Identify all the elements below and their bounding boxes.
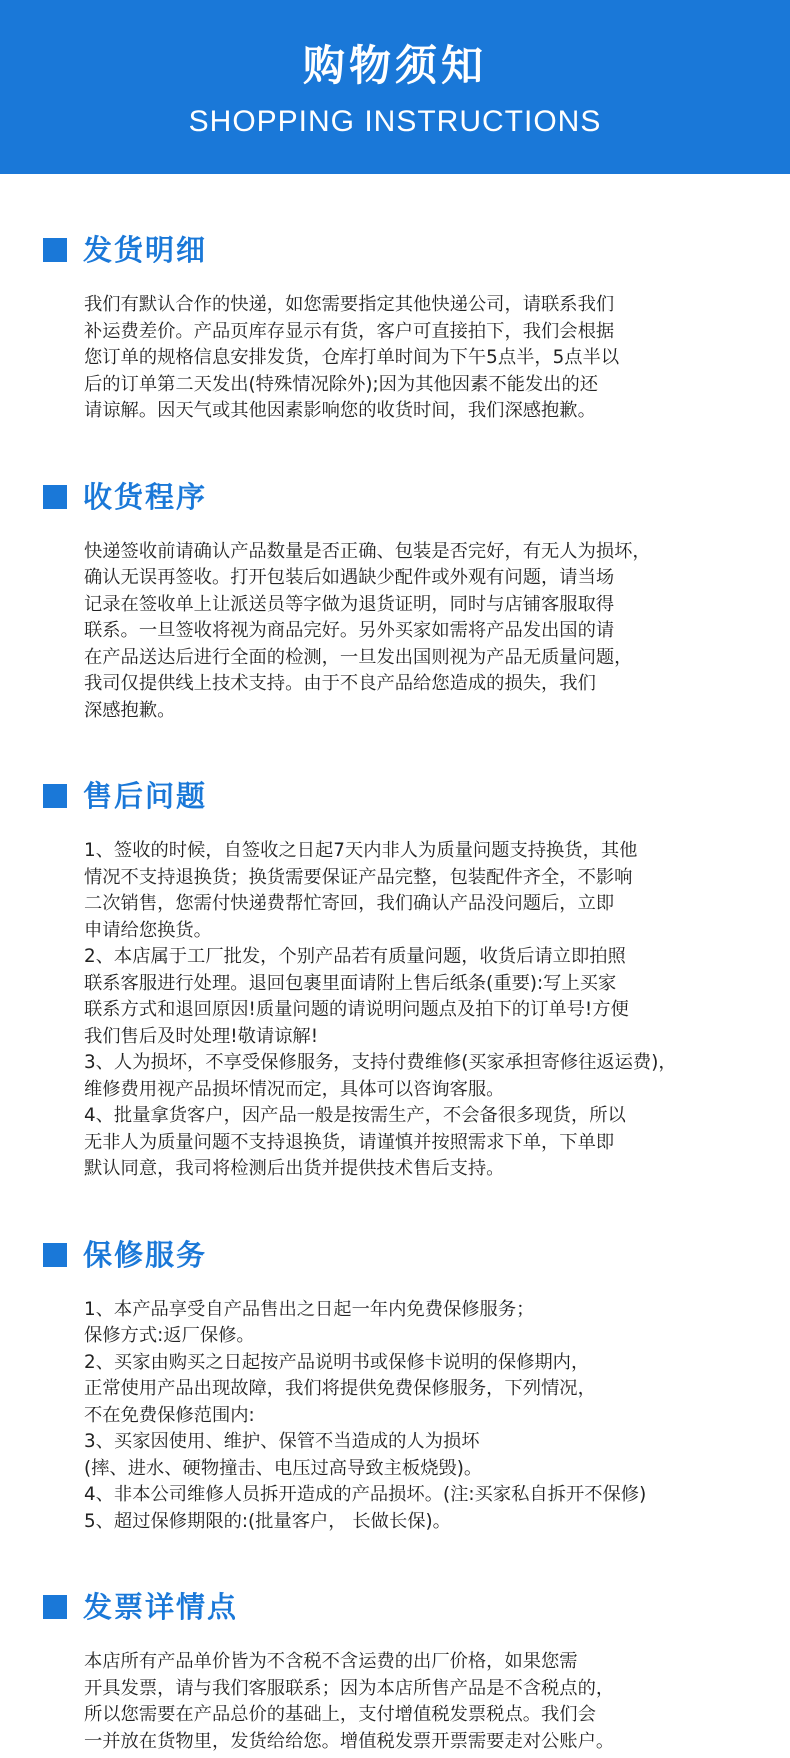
page-subtitle: SHOPPING INSTRUCTIONS bbox=[188, 105, 602, 138]
text-line: 维修费用视产品损坏情况而定，具体可以咨询客服。 bbox=[84, 1078, 505, 1100]
section-title: 保修服务 bbox=[83, 1237, 208, 1272]
square-bullet-icon bbox=[43, 1243, 67, 1267]
section-body bbox=[84, 292, 764, 425]
square-bullet-icon bbox=[43, 1595, 67, 1619]
text-line: 4、非本公司维修人员拆开造成的产品损坏。(注:买家私自拆开不保修) bbox=[84, 1484, 647, 1505]
text-line: 保修方式:返厂保修。 bbox=[84, 1325, 255, 1346]
text-line: 情况不支持退换货；换货需要保证产品完整，包装配件齐全，不影响 bbox=[84, 866, 633, 888]
section-title: 售后问题 bbox=[83, 779, 208, 813]
section-heading bbox=[43, 776, 790, 816]
section-title: 收货程序 bbox=[83, 479, 208, 514]
section-heading bbox=[43, 230, 790, 270]
text-line: 1、签收的时候，自签收之日起7天内非人为质量问题支持换货，其他 bbox=[84, 840, 638, 861]
text-line: (摔、进水、硬物撞击、电压过高导致主板烧毁)。 bbox=[84, 1457, 483, 1479]
text-line: 2、买家由购买之日起按产品说明书或保修卡说明的保修期内， bbox=[84, 1351, 590, 1373]
section-body bbox=[84, 838, 764, 1183]
text-line: 我司仅提供线上技术支持。由于不良产品给您造成的损失，我们 bbox=[84, 673, 596, 694]
text-line: 5、超过保修期限的:(批量客户， 长做长保)。 bbox=[84, 1510, 451, 1532]
page-header bbox=[0, 0, 790, 174]
square-bullet-icon bbox=[43, 784, 67, 808]
section-body bbox=[84, 539, 764, 725]
text-line: 申请给您换货。 bbox=[84, 919, 212, 941]
text-line: 二次销售，您需付快递费帮忙寄回，我们确认产品没问题后，立即 bbox=[84, 893, 615, 914]
section-title: 发货明细 bbox=[83, 233, 208, 267]
text-line: 记录在签收单上让派送员等字做为退货证明，同时与店铺客服取得 bbox=[84, 593, 615, 615]
text-line: 1、本产品享受自产品售出之日起一年内免费保修服务； bbox=[84, 1298, 535, 1320]
section-body bbox=[84, 1649, 764, 1755]
text-line: 本店所有产品单价皆为不含税不含运费的出厂价格，如果您需 bbox=[84, 1651, 578, 1672]
section-heading bbox=[43, 477, 790, 517]
text-line: 请谅解。因天气或其他因素影响您的收货时间，我们深感抱歉。 bbox=[84, 400, 596, 421]
text-line: 快递签收前请确认产品数量是否正确、包装是否完好，有无人为损坏， bbox=[84, 540, 651, 562]
section-invoice-details bbox=[0, 1587, 790, 1755]
section-warranty-service bbox=[0, 1235, 790, 1536]
text-line: 开具发票，请与我们客服联系；因为本店所售产品是不含税点的， bbox=[84, 1677, 615, 1699]
square-bullet-icon bbox=[43, 485, 67, 509]
text-line: 确认无误再签收。打开包装后如遇缺少配件或外观有问题，请当场 bbox=[84, 567, 615, 588]
text-line: 4、批量拿货客户，因产品一般是按需生产，不会备很多现货，所以 bbox=[84, 1105, 626, 1126]
text-line: 默认同意，我司将检测后出货并提供技术售后支持。 bbox=[84, 1158, 505, 1179]
text-line: 不在免费保修范围内: bbox=[84, 1404, 255, 1426]
text-line: 所以您需要在产品总价的基础上，支付增值税发票税点。我们会 bbox=[84, 1704, 596, 1725]
text-line: 您订单的规格信息安排发货，仓库打单时间为下午5点半，5点半以 bbox=[84, 347, 620, 368]
text-line: 我们售后及时处理!敬请谅解! bbox=[84, 1025, 319, 1047]
text-line: 后的订单第二天发出(特殊情况除外);因为其他因素不能发出的还 bbox=[84, 373, 599, 395]
section-body bbox=[84, 1297, 764, 1536]
text-line: 联系客服进行处理。退回包裹里面请附上售后纸条(重要):写上买家 bbox=[84, 972, 617, 994]
instructions-content bbox=[0, 174, 790, 1755]
section-after-sales bbox=[0, 776, 790, 1183]
text-line: 3、买家因使用、维护、保管不当造成的人为损坏 bbox=[84, 1431, 480, 1452]
section-heading bbox=[43, 1587, 790, 1627]
section-shipping-details bbox=[0, 230, 790, 425]
text-line: 2、本店属于工厂批发，个别产品若有质量问题，收货后请立即拍照 bbox=[84, 946, 626, 967]
text-line: 补运费差价。产品页库存显示有货，客户可直接拍下，我们会根据 bbox=[84, 320, 615, 342]
section-title: 发票详情点 bbox=[83, 1590, 239, 1624]
text-line: 深感抱歉。 bbox=[84, 699, 176, 721]
square-bullet-icon bbox=[43, 238, 67, 262]
text-line: 一并放在货物里，发货给给您。增值税发票开票需要走对公账户。 bbox=[84, 1730, 615, 1752]
text-line: 联系。一旦签收将视为商品完好。另外买家如需将产品发出国的请 bbox=[84, 620, 615, 641]
text-line: 正常使用产品出现故障，我们将提供免费保修服务，下列情况， bbox=[84, 1378, 596, 1399]
text-line: 联系方式和退回原因!质量问题的请说明问题点及拍下的订单号!方便 bbox=[84, 999, 629, 1020]
text-line: 3、人为损坏，不享受保修服务，支持付费维修(买家承担寄修往返运费)， bbox=[84, 1052, 677, 1073]
page-title: 购物须知 bbox=[302, 41, 487, 90]
section-receiving-procedure bbox=[0, 477, 790, 725]
text-line: 我们有默认合作的快递，如您需要指定其他快递公司，请联系我们 bbox=[84, 294, 615, 315]
text-line: 无非人为质量问题不支持退换货，请谨慎并按照需求下单，下单即 bbox=[84, 1131, 615, 1153]
text-line: 在产品送达后进行全面的检测，一旦发出国则视为产品无质量问题， bbox=[84, 646, 633, 668]
section-heading bbox=[43, 1235, 790, 1275]
